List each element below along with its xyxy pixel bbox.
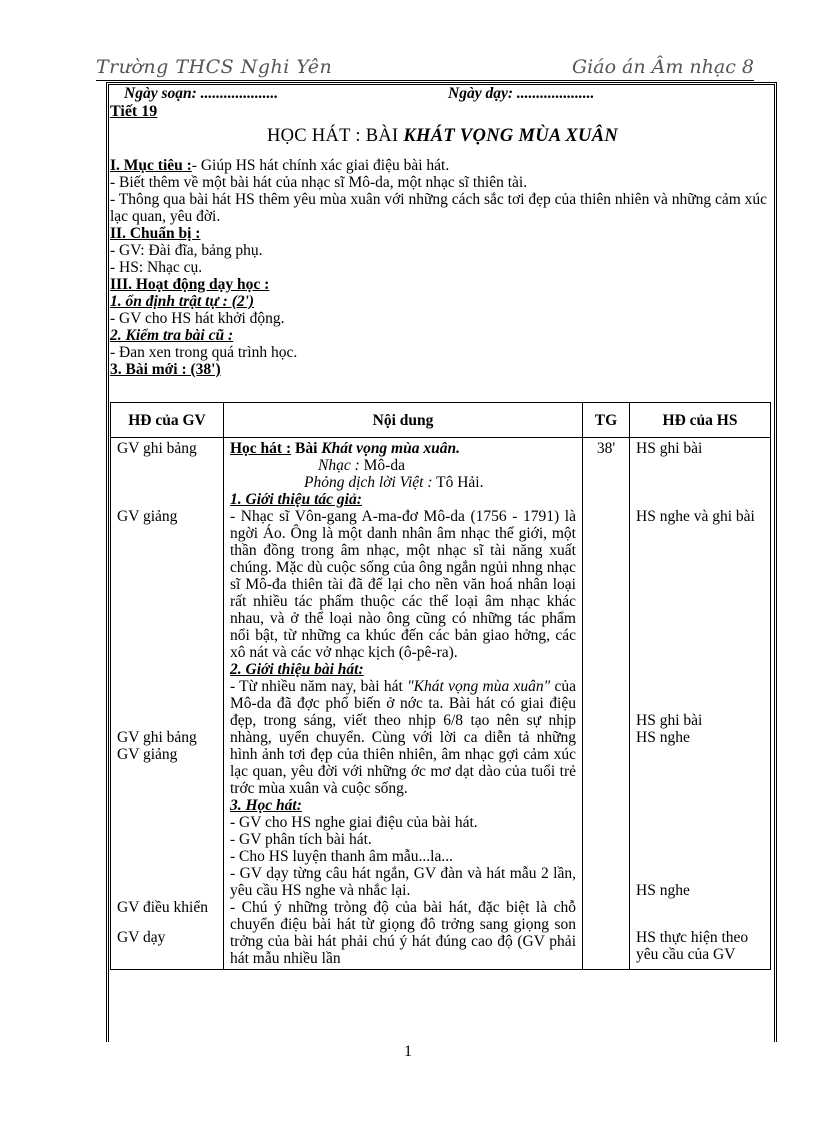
teach-date: Ngày dạy: ....................	[448, 85, 595, 102]
step-3-heading: 3. Bài mới : (38')	[110, 361, 221, 378]
hs-activity: HS nghe	[636, 882, 690, 899]
hs-column	[630, 438, 771, 970]
school-name: Trường THCS Nghi Yên	[96, 56, 333, 78]
col-header-hs: HĐ của HS	[630, 403, 771, 438]
author-intro-heading: 1. Giới thiệu tác giả:	[230, 491, 362, 508]
title-prefix: HỌC HÁT : BÀI	[266, 126, 404, 146]
date-row	[110, 85, 775, 103]
table-row	[111, 438, 771, 970]
song-heading: Học hát :	[230, 440, 292, 457]
step-2-heading: 2. Kiểm tra bài cũ :	[110, 327, 234, 344]
hs-activity: HS nghe và ghi bài	[636, 508, 755, 525]
preparation-gv: - GV: Đài đĩa, bảng phụ.	[110, 242, 263, 259]
objectives-heading: I. Mục tiêu :	[110, 157, 192, 174]
gv-activity: GV ghi bảng	[117, 729, 197, 746]
page-header	[96, 56, 754, 81]
col-header-gv: HĐ của GV	[111, 403, 224, 438]
activity-table-wrapper	[108, 402, 773, 1042]
list-item: - Chú ý những tròng độ của bài hát, đặc biệt là chỗ chuyển điệu bài hát từ giọng đô trởng sang giọng son trởng của bài hát phải chú ý hát đúng cao độ (GV phải hát mẫu nhiều lần	[230, 899, 576, 967]
activities-heading: III. Hoạt động dạy học :	[110, 276, 270, 293]
table-header-row	[111, 403, 771, 438]
hs-activity: HS thực hiện theo yêu cầu của GV	[636, 929, 749, 963]
preparation-hs: - HS: Nhạc cụ.	[110, 259, 203, 276]
page-title	[110, 128, 775, 145]
gv-column	[111, 438, 224, 970]
song-intro-heading: 2. Giới thiệu bài hát:	[230, 661, 364, 678]
lesson-number: Tiết 19	[110, 103, 158, 120]
list-item: - Cho HS luyện thanh âm mẫu...la...	[230, 848, 453, 865]
hs-activity: HS ghi bài	[636, 712, 703, 729]
prep-date: Ngày soạn: ....................	[124, 85, 279, 102]
gv-activity: GV giảng	[117, 508, 178, 525]
step-1-heading: 1. ổn định trật tự : (2')	[110, 293, 255, 310]
hs-activity: HS ghi bài	[636, 440, 703, 457]
hs-activity: HS nghe	[636, 729, 690, 746]
content-column: Học hát : Bài Khát vọng mùa xuân. Nhạc : Mô-da Phỏng dịch lời Việt : Tô Hải. 1. Giới thiệu tác giả: - Nhạc sĩ Vôn-gang A-ma-đơ Mô-da (1756 - 1791) là ngời Áo. Ông là một danh nhân âm nhạc thế giới, một thần đồng trong âm nhạc, một nhạc sĩ tài năng xuất chúng. Mặc dù cuộc sống của ông ngắn ngủi nhng nhạc sĩ Mô-đa thiên tài đã để lại cho nền văn hoá nhân loại rất nhiều tác phẩm thuộc các thể loại âm nhạc khác nhau, và ở thể loại nào ông cũng có những tác phẩm nổi bật, từ những ca khúc đến các bản giao hởng, các xô nát và các vở nhạc kịch (ô-pê-ra). 2. Giới thiệu bài hát: - Từ nhiều năm nay, bài hát "Khát vọng mùa xuân" của Mô-da đã đợc phổ biến ở nớc ta. Bài hát có giai điệu đẹp, trong sáng, viết theo nhịp 6/8 tạo nên sự nhịp nhàng, uyển chuyển. Cùng với lời ca diễn tả những hình ảnh tơi đẹp của thiên nhiên, âm nhạc gợi cảm xúc lạc quan, yêu đời với những ớc mơ dạt dào của tuổi trẻ trớc mùa xuân và cuộc sống. 3. Học hát: - GV cho HS nghe giai điệu của bài hát. - GV phân tích bài hát. - Cho HS luyện thanh âm mẫu...la... - GV dạy từng câu hát ngắn, GV đàn và hát mẫu 2 lần, yêu cầu HS nghe và nhắc lại. - Chú ý những tròng độ của bài hát, đặc biệt là chỗ chuyển điệu bài hát từ giọng đô trởng sang giọng son trởng của bài hát phải chú ý hát đúng cao độ (GV phải hát mẫu nhiều lần	[224, 438, 583, 970]
gv-activity: GV dạy	[117, 929, 166, 946]
subject-name: Giáo án Âm nhạc 8	[571, 56, 754, 78]
author-intro-text: - Nhạc sĩ Vôn-gang A-ma-đơ Mô-da (1756 - 1791) là ngời Áo. Ông là một danh nhân âm nhạc thế giới, một thần đồng trong âm nhạc, một nhạc sĩ tài năng xuất chúng. Mặc dù cuộc sống của ông ngắn ngủi nhng nhạc sĩ Mô-đa thiên tài đã để lại cho nền văn hoá nhân loại rất nhiều tác phẩm thuộc các thể loại âm nhạc khác nhau, và ở thể loại nào ông cũng có những tác phẩm nổi bật, từ những ca khúc đến các bản giao hởng, các xô nát và các vở nhạc kịch (ô-pê-ra).	[230, 508, 576, 661]
objective-3: - Thông qua bài hát HS thêm yêu mùa xuân với những cách sắc tơi đẹp của thiên nhiên và những cảm xúc lạc quan, yêu đời.	[110, 191, 768, 225]
composer: Mô-da	[359, 457, 405, 474]
objective-1: - Giúp HS hát chính xác giai điệu bài hát.	[191, 157, 450, 174]
activity-table	[110, 402, 771, 970]
col-header-content: Nội dung	[224, 403, 583, 438]
song-name: Khát vọng mùa xuân.	[321, 440, 460, 457]
gv-activity: GV điều khiển	[117, 899, 208, 916]
song-intro-text: - Từ nhiều năm nay, bài hát "Khát vọng mùa xuân" của Mô-da đã đợc phổ biến ở nớc ta. Bài hát có giai điệu đẹp, trong sáng, viết theo nhịp 6/8 tạo nên sự nhịp nhàng, uyển chuyển. Cùng với lời ca diễn tả những hình ảnh tơi đẹp của thiên nhiên, âm nhạc gợi cảm xúc lạc quan, yêu đời với những ớc mơ dạt dào của tuổi trẻ trớc mùa xuân và cuộc sống.	[230, 678, 577, 797]
time-column: 38'	[583, 438, 630, 970]
gv-activity: GV giảng	[117, 746, 178, 763]
gv-activity: GV ghi bảng	[117, 440, 197, 457]
step-1-text: - GV cho HS hát khởi động.	[110, 310, 285, 327]
lyricist: Tô Hải.	[432, 474, 484, 491]
preparation-heading: II. Chuẩn bị :	[110, 225, 201, 242]
learning-heading: 3. Học hát:	[230, 797, 302, 814]
lesson-intro	[110, 85, 775, 378]
col-header-time: TG	[583, 403, 630, 438]
step-2-text: - Đan xen trong quá trình học.	[110, 344, 298, 361]
list-item: - GV phân tích bài hát.	[230, 831, 372, 848]
page-number: 1	[404, 1043, 412, 1060]
list-item: - GV cho HS nghe giai điệu của bài hát.	[230, 814, 478, 831]
list-item: - GV dạy từng câu hát ngắn, GV đàn và hát mẫu 2 lần, yêu cầu HS nghe và nhắc lại.	[230, 865, 576, 899]
title-song: KHÁT VỌNG MÙA XUÂN	[403, 126, 619, 146]
objective-2: - Biết thêm về một bài hát của nhạc sĩ Mô-da, một nhạc sĩ thiên tài.	[110, 174, 528, 191]
